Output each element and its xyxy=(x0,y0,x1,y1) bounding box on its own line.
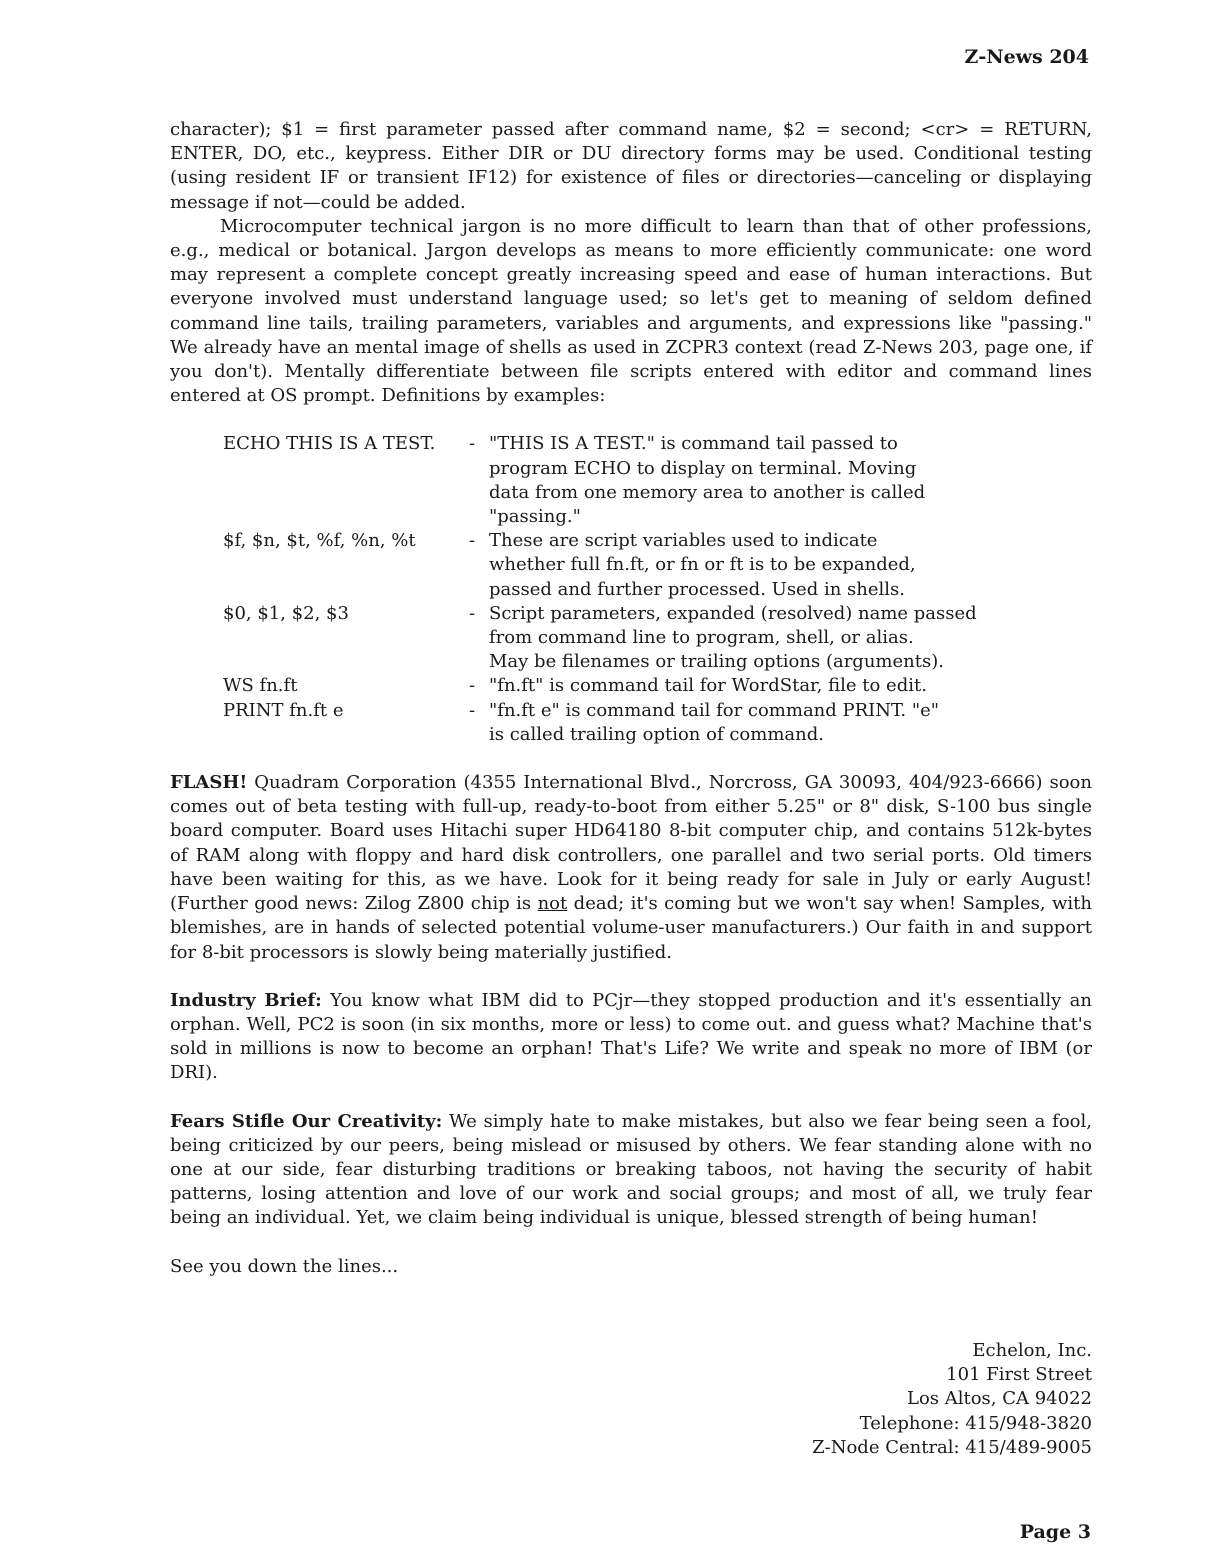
industry-text: You know what IBM did to PCjr—they stopped production and it's essentially an orphan. Well, PC2 is soon (in six months, more or less) to come out. and guess what? Machine that's sold in millions is now to become an orphan! That's Life? We write and speak no more of IBM (or DRI). xyxy=(170,989,1092,1084)
spacer xyxy=(170,965,1092,989)
flash-label: FLASH! xyxy=(170,772,248,794)
closing-line: See you down the lines... xyxy=(170,1255,399,1277)
page-number: Page 3 xyxy=(1019,1521,1091,1543)
definition-row xyxy=(223,432,1092,529)
definition-desc: "fn.ft" is command tail for WordStar, file to edit. xyxy=(489,675,927,697)
definition-row xyxy=(223,529,1092,602)
spacer xyxy=(170,1231,1092,1255)
definitions-list xyxy=(223,432,1092,747)
definition-term: $0, $1, $2, $3 xyxy=(223,602,349,624)
definition-dash: - xyxy=(469,699,476,721)
paragraph-jargon: Microcomputer technical jargon is no more difficult to learn than that of other professions, e.g., medical or botanical. Jargon develops as means to more efficiently communicate: one word may represent a complete concept greatly increasing speed and ease of human interactions. But everyone involved must understand language used; so let's get to meaning of seldom defined command line tails, trailing parameters, variables and arguments, and expressions like "passing." We already have an mental image of shells as used in ZCPR3 context (read Z-News 203, page one, if you don't). Mentally differentiate between file scripts entered with editor and command lines entered at OS prompt. Definitions by examples: xyxy=(170,215,1092,407)
address-telephone: Telephone: 415/948-3820 xyxy=(859,1412,1092,1434)
definition-row xyxy=(223,699,1092,747)
definition-term: $f, $n, $t, %f, %n, %t xyxy=(223,530,416,552)
address-company: Echelon, Inc. xyxy=(972,1340,1092,1361)
fears-label: Fears Stifle Our Creativity: xyxy=(170,1110,443,1132)
definition-desc: These are script variables used to indicate whether full fn.ft, or fn or ft is to be expanded, passed and further processed. Used in shells. xyxy=(489,530,916,600)
paragraph-industry-brief xyxy=(170,989,1092,1086)
definition-dash: - xyxy=(469,602,476,624)
definition-dash: - xyxy=(469,530,476,552)
article-body xyxy=(170,118,1092,1279)
definition-desc: "THIS IS A TEST." is command tail passed to program ECHO to display on terminal. Moving data from one memory area to another is called "passing." xyxy=(489,433,926,528)
definition-desc: Script parameters, expanded (resolved) name passed from command line to program, shell, or alias. May be filenames or trailing options (arguments). xyxy=(489,602,977,673)
flash-text-after: dead; it's coming but we won't say when! Samples, with blemishes, are in hands of selected potential volume-user manufacturers.) Our faith in and support for 8-bit processors is slowly being materially justified. xyxy=(170,893,1092,963)
definition-desc: "fn.ft e" is command tail for command PRINT. "e" is called trailing option of command. xyxy=(489,699,940,745)
definition-term: ECHO THIS IS A TEST. xyxy=(223,433,436,455)
definition-dash: - xyxy=(469,675,476,697)
paragraph-fears xyxy=(170,1110,1092,1231)
paragraph-flash xyxy=(170,771,1092,965)
address-block xyxy=(812,1339,1092,1460)
address-street: 101 First Street xyxy=(946,1364,1092,1386)
spacer xyxy=(170,747,1092,771)
flash-text-before: Quadram Corporation (4355 International Blvd., Norcross, GA 30093, 404/923-6666) soon comes out of beta testing with full-up, ready-to-boot from either 5.25" or 8" disk, S-100 bus single board computer. Board uses Hitachi super HD64180 8-bit computer chip, and contains 512k-bytes of RAM along with floppy and hard disk controllers, one parallel and two serial ports. Old timers have been waiting for this, as we have. Look for it being ready for sale in July or early August! (Further good news: Zilog Z800 chip is xyxy=(170,772,1092,915)
address-znode: Z-Node Central: 415/489-9005 xyxy=(812,1436,1092,1458)
industry-label: Industry Brief: xyxy=(170,989,322,1011)
address-city: Los Altos, CA 94022 xyxy=(906,1388,1092,1410)
paragraph-script-params: character); $1 = first parameter passed after command name, $2 = second; <cr> = RETURN, ENTER, DO, etc., keypress. Either DIR or DU directory forms may be used. Conditional testing (using resident IF or transient IF12) for existence of files or directories—canceling or displaying message if not—could be added. xyxy=(170,119,1092,213)
fears-text: We simply hate to make mistakes, but also we fear being seen a fool, being criticized by our peers, being mislead or misused by others. We fear standing alone with no one at our side, fear disturbing traditions or breaking taboos, not having the security of habit patterns, losing attention and love of our work and social groups; and most of all, we truly fear being an individual. Yet, we claim being individual is unique, blessed strength of being human! xyxy=(170,1110,1093,1229)
page-header: Z-News 204 xyxy=(964,46,1089,68)
flash-underlined-word: not xyxy=(537,893,568,915)
definition-row xyxy=(223,674,1092,698)
spacer xyxy=(170,408,1092,432)
definition-term: WS fn.ft xyxy=(223,675,298,697)
spacer xyxy=(170,1086,1092,1110)
definition-row xyxy=(223,602,1092,675)
definition-dash: - xyxy=(469,433,476,455)
definition-term: PRINT fn.ft e xyxy=(223,699,344,721)
